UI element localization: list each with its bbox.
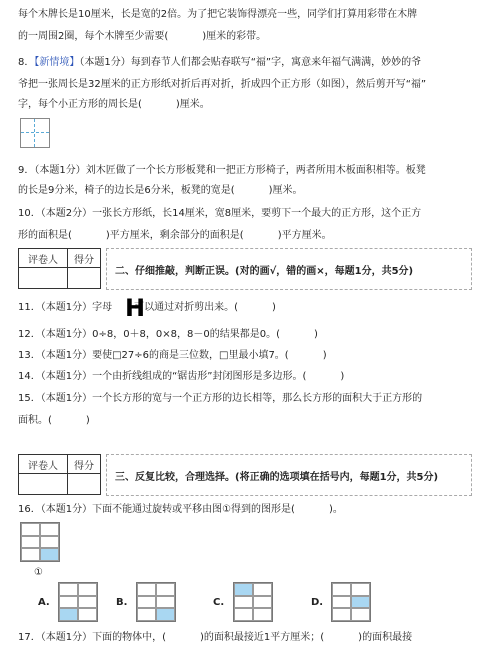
question-17 xyxy=(18,631,412,645)
question-14 xyxy=(18,370,344,384)
score-cell[interactable] xyxy=(68,474,101,495)
text-segment: )平方厘米，剩余部分的面积是( xyxy=(105,230,244,241)
question-number: 8． xyxy=(18,57,35,68)
text-segment: ) xyxy=(340,371,345,382)
figure-1-grid xyxy=(20,522,60,562)
question-12 xyxy=(18,328,318,342)
text-segment: 17．（本题1分）下面的物体中，( xyxy=(18,632,166,643)
score-header: 得分 xyxy=(68,249,101,268)
text-segment: )厘米的彩带。 xyxy=(202,31,267,42)
figure-1-label: ① xyxy=(34,567,43,578)
question-15-line2 xyxy=(18,414,90,428)
text-segment: )的面积最接 xyxy=(358,632,413,643)
folded-square-figure xyxy=(20,118,50,148)
text-segment: ) xyxy=(272,302,276,313)
text-segment: 12．（本题1分）0÷8，0＋8，0×8，8－0的结果都是0。( xyxy=(18,329,281,340)
text-segment: 16．（本题1分）下面不能通过旋转或平移由图①得到的图形是( xyxy=(18,504,295,515)
section-3-header xyxy=(106,454,472,496)
score-table xyxy=(18,248,101,289)
grader-header: 评卷人 xyxy=(19,249,68,268)
option-b-grid[interactable] xyxy=(136,582,176,622)
score-table xyxy=(18,454,101,495)
section-title: 二、仔细推敲，判断正误。(对的画√，错的画×，每题1分，共5分) xyxy=(115,266,414,277)
text-segment: 14．（本题1分）一个由折线组成的“锯齿形”封闭图形是多边形。( xyxy=(18,371,307,382)
grader-header: 评卷人 xyxy=(19,455,68,474)
text-line: 每个木牌长是10厘米，长是宽的2倍。为了把它装饰得漂亮一些，同学们打算用彩带在木牌 xyxy=(18,9,418,20)
text-segment: ) xyxy=(314,329,318,340)
option-b-label[interactable]: B. xyxy=(116,597,128,608)
text-segment: 11．（本题1分）字母 xyxy=(18,302,113,313)
text-segment: )厘米。 xyxy=(268,185,303,196)
text-segment: )。 xyxy=(328,504,343,515)
question-8-line1 xyxy=(18,56,421,70)
question-11 xyxy=(18,301,276,315)
question-8-line3 xyxy=(18,98,210,112)
question-10-line2 xyxy=(18,229,332,243)
text-segment: 的一周围2圈，每个木牌至少需要( xyxy=(18,31,169,42)
question-9-line1: 9．（本题1分）刘木匠做了一个长方形板凳和一把正方形椅子，两者所用木板面积相等。板凳 xyxy=(18,165,426,176)
text-segment: )平方厘米。 xyxy=(277,230,332,241)
section-2-header xyxy=(106,248,472,290)
text-segment: ) xyxy=(322,350,327,361)
letter-h: H xyxy=(125,294,146,322)
question-9-line2 xyxy=(18,184,303,198)
question-15-line1: 15．（本题1分）一个长方形的宽与一个正方形的边长相等，那么长方形的面积大于正方形的 xyxy=(18,393,423,404)
grader-cell[interactable] xyxy=(19,268,68,289)
text-segment: 形的面积是( xyxy=(18,230,72,241)
option-d-grid[interactable] xyxy=(331,582,371,622)
question-13 xyxy=(18,349,327,363)
grader-cell[interactable] xyxy=(19,474,68,495)
option-a-grid[interactable] xyxy=(58,582,98,622)
section-title: 三、反复比较，合理选择。(将正确的选项填在括号内，每题1分，共5分) xyxy=(115,472,439,483)
score-header: 得分 xyxy=(68,455,101,474)
text-segment: )的面积最接近1平方厘米；( xyxy=(200,632,325,643)
text-segment: )厘米。 xyxy=(175,99,210,110)
option-c-grid[interactable] xyxy=(233,582,273,622)
question-16 xyxy=(18,503,343,517)
text-segment: （本题1分）每到春节人们都会贴春联写“福”字，寓意来年福气满满，妙妙的爷 xyxy=(79,57,422,68)
text-segment: ) xyxy=(85,415,90,426)
score-cell[interactable] xyxy=(68,268,101,289)
option-a-label[interactable]: A. xyxy=(38,597,50,608)
text-line xyxy=(18,30,266,44)
text-segment: 的长是9分米，椅子的边长是6分米，板凳的宽是( xyxy=(18,185,235,196)
option-c-label[interactable]: C. xyxy=(213,597,225,608)
text-segment: 13．（本题1分）要使□27÷6的商是三位数，□里最小填7。( xyxy=(18,350,289,361)
question-10-line1: 10．（本题2分）一张长方形纸，长14厘米，宽8厘米，要剪下一个最大的正方形，这个正方 xyxy=(18,208,422,219)
text-segment: 字，每个小正方形的周长是( xyxy=(18,99,142,110)
text-segment: 面积。( xyxy=(18,415,52,426)
option-d-label[interactable]: D. xyxy=(311,597,324,608)
new-context-tag: 【新情境】 xyxy=(34,57,80,68)
text-segment: 可以通过对折剪出来。( xyxy=(134,302,238,313)
question-8-line2: 爷把一张周长是32厘米的正方形纸对折后再对折，折成四个正方形（如图），然后剪开写“福” xyxy=(18,79,427,90)
